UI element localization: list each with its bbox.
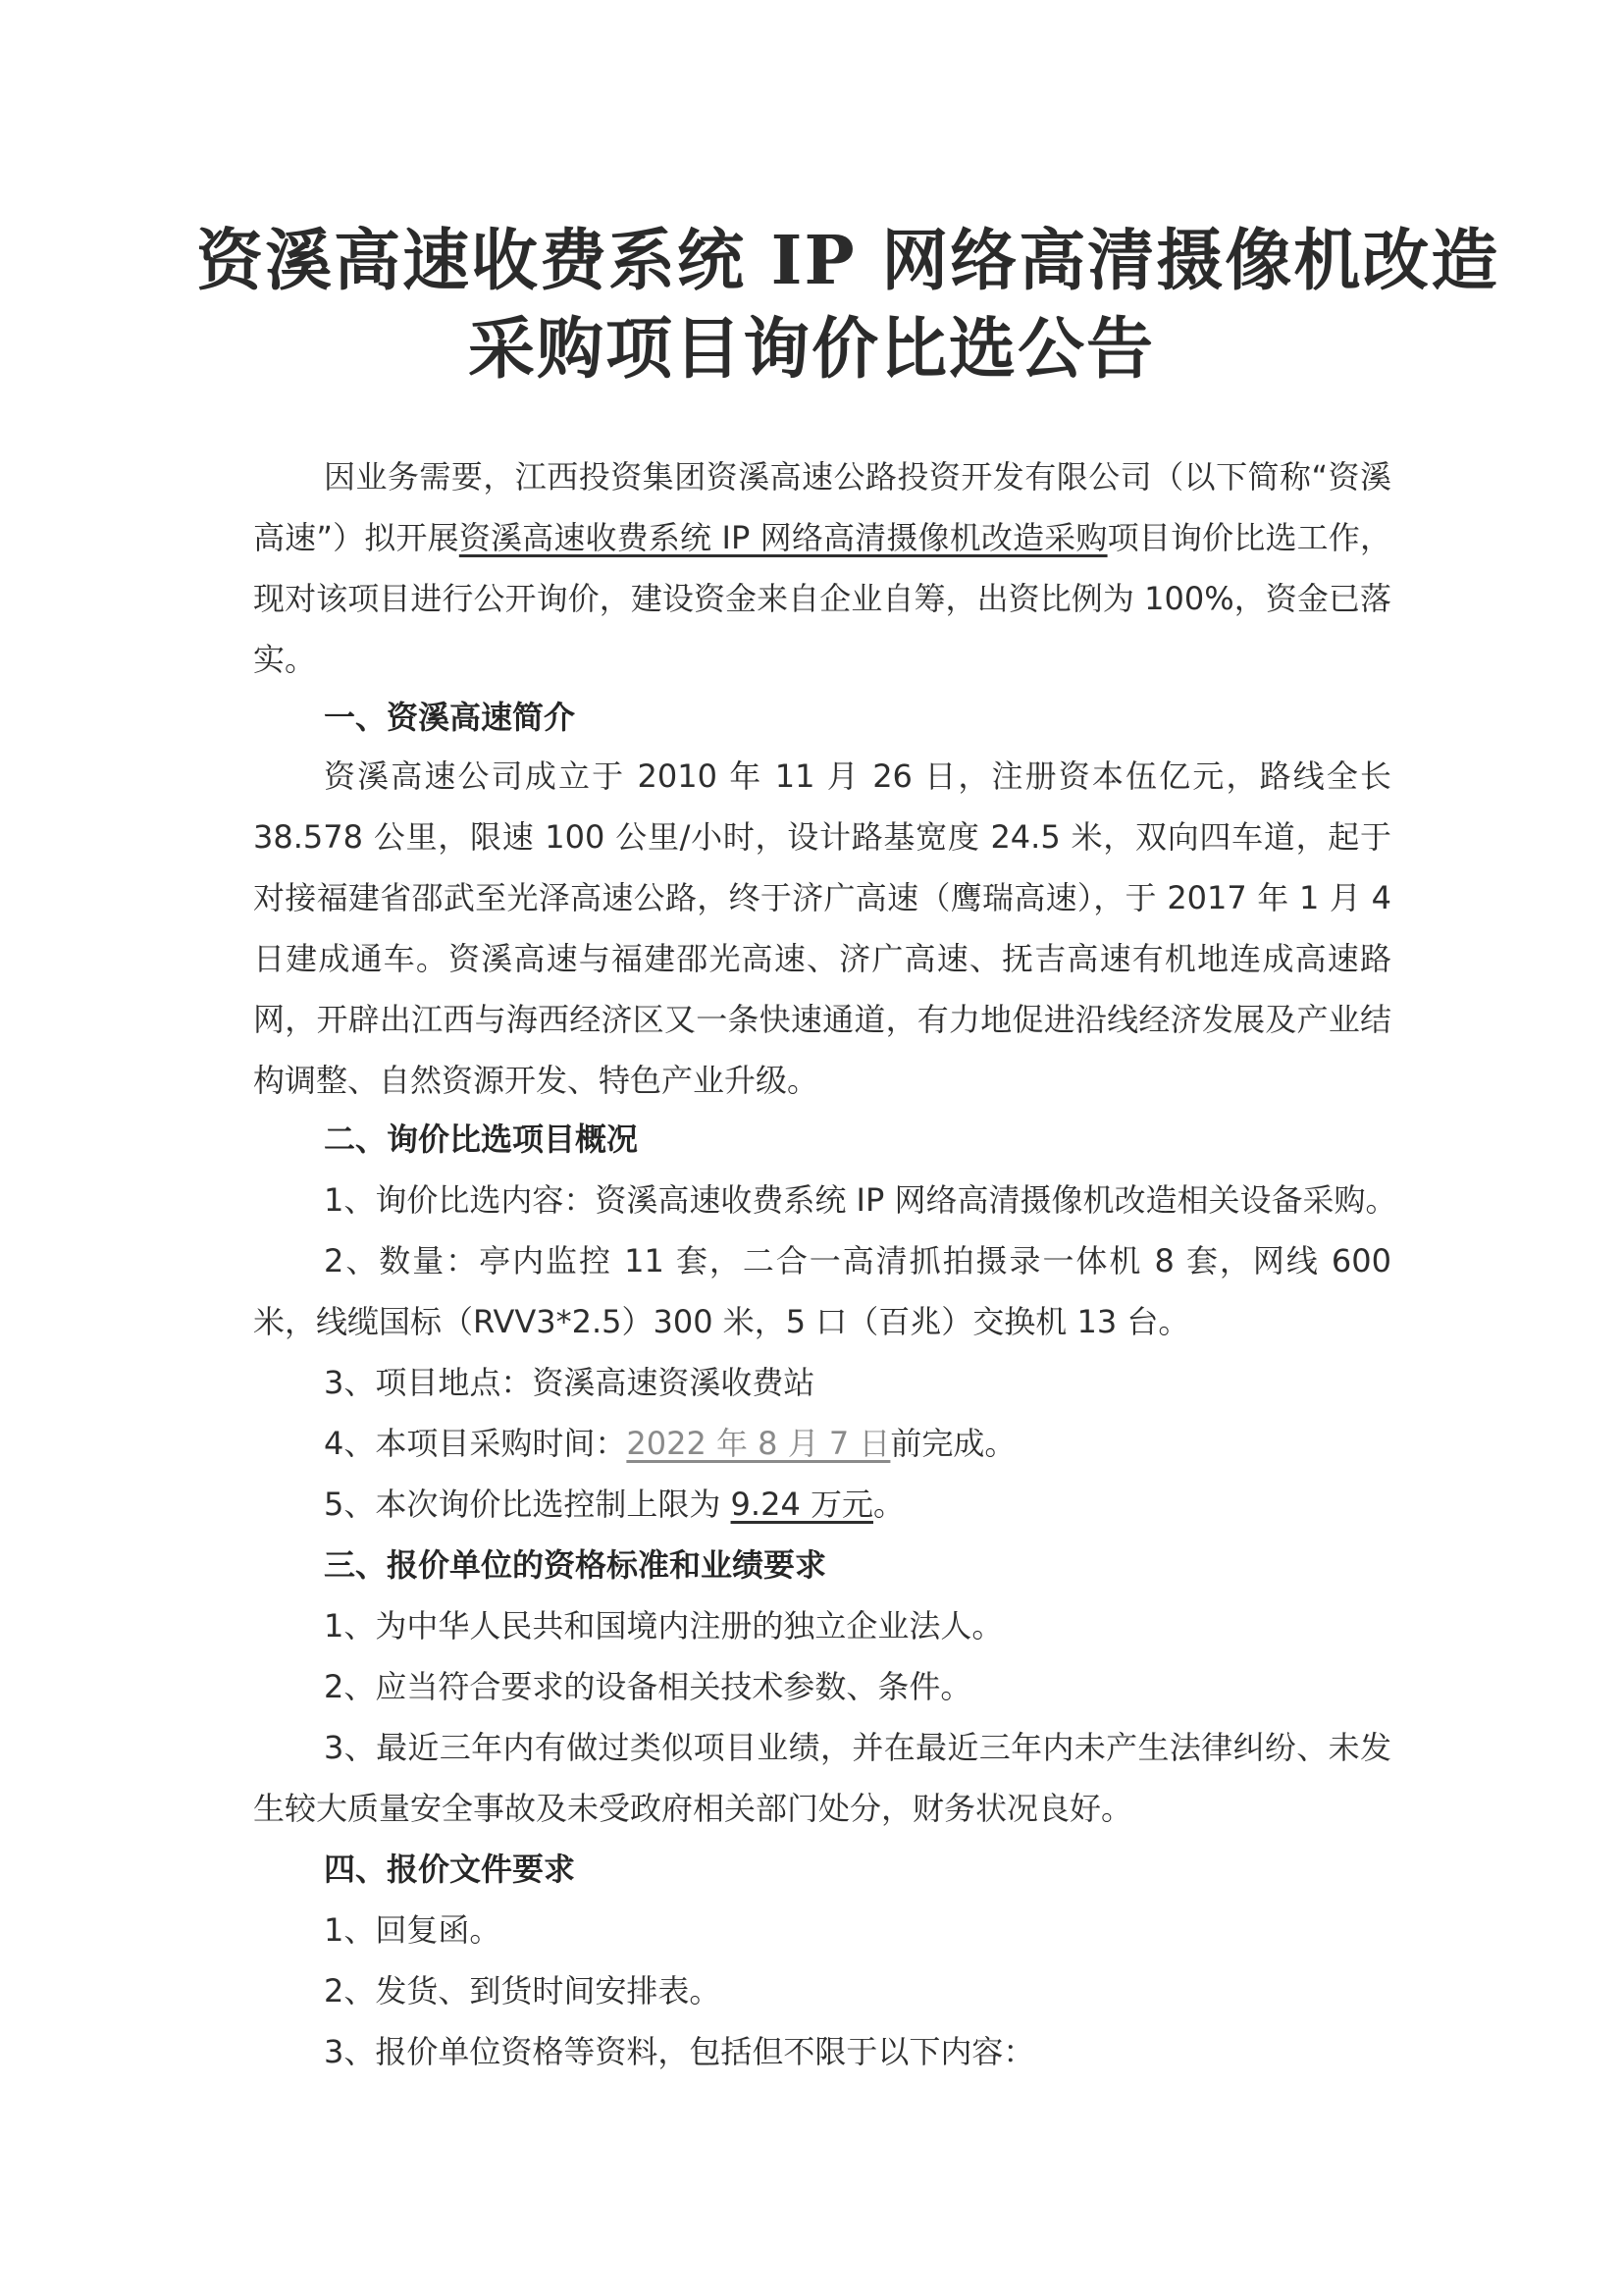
intro-paragraph [253,446,1391,690]
document-title-line-2: 采购项目询价比选公告 [467,310,1155,389]
section-1-heading: 一、资溪高速简介 [324,699,576,736]
section-4-item-3: 3、报价单位资格等资料，包括但不限于以下内容： [324,2033,1035,2070]
intro-text-part-1: 因业务需要，江西投资集团资溪高速公路投资开发有限公司（以下简称“资溪高速”）拟开展 [253,458,1391,556]
section-4-item-1: 1、回复函。 [324,1911,501,1949]
section-2-item-3: 3、项目地点：资溪高速资溪收费站 [324,1364,815,1401]
section-2-item-5 [324,1474,905,1535]
price-ceiling: 9.24 万元 [730,1486,873,1523]
section-4-heading: 四、报价文件要求 [324,1851,576,1888]
document-title-line-1: 资溪高速收费系统 IP 网络高清摄像机改造 [196,222,1500,300]
item-5-suffix: 。 [872,1486,905,1523]
section-2-heading: 二、询价比选项目概况 [324,1121,639,1158]
section-3-item-2: 2、应当符合要求的设备相关技术参数、条件。 [324,1668,972,1705]
intro-text-part-2: 项目询价比选工作，现对该项目进行公开询价，建设资金来自企业自筹，出资比例为 100%，资金已落实。 [253,519,1391,678]
section-2-item-1: 1、询价比选内容：资溪高速收费系统 IP 网络高清摄像机改造相关设备采购。 [324,1181,1397,1219]
section-2-item-4 [324,1413,1016,1474]
item-4-prefix: 4、本项目采购时间： [324,1425,627,1462]
section-3-item-3: 3、最近三年内有做过类似项目业绩，并在最近三年内未产生法律纠纷、未发生较大质量安全事故及未受政府相关部门处分，财务状况良好。 [253,1729,1391,1827]
section-3-item-1: 1、为中华人民共和国境内注册的独立企业法人。 [324,1607,1004,1644]
item-5-prefix: 5、本次询价比选控制上限为 [324,1486,731,1523]
item-4-suffix: 前完成。 [890,1425,1017,1462]
section-1-body: 资溪高速公司成立于 2010 年 11 月 26 日，注册资本伍亿元，路线全长 38.578 公里，限速 100 公里/小时，设计路基宽度 24.5 米，双向四车道，起于对接福建省邵武至光泽高速公路，终于济广高速（鹰瑞高速），于 2017 年 1 月 4 日建成通车。资溪高速与福建邵光高速、济广高速、抚吉高速有机地连成高速路网，开辟出江西与海西经济区又一条快速通道，有力地促进沿线经济发展及产业结构调整、自然资源开发、特色产业升级。 [253,757,1391,1099]
section-4-item-2: 2、发货、到货时间安排表。 [324,1972,721,2009]
section-3-heading: 三、报价单位的资格标准和业绩要求 [324,1546,827,1584]
intro-project-name: 资溪高速收费系统 IP 网络高清摄像机改造采购 [458,519,1108,556]
section-2-item-2: 2、数量：亭内监控 11 套，二合一高清抓拍摄录一体机 8 套，网线 600 米，线缆国标（RVV3*2.5）300 米，5 口（百兆）交换机 13 台。 [253,1242,1391,1340]
procurement-deadline: 2022 年 8 月 7 日 [626,1425,891,1462]
